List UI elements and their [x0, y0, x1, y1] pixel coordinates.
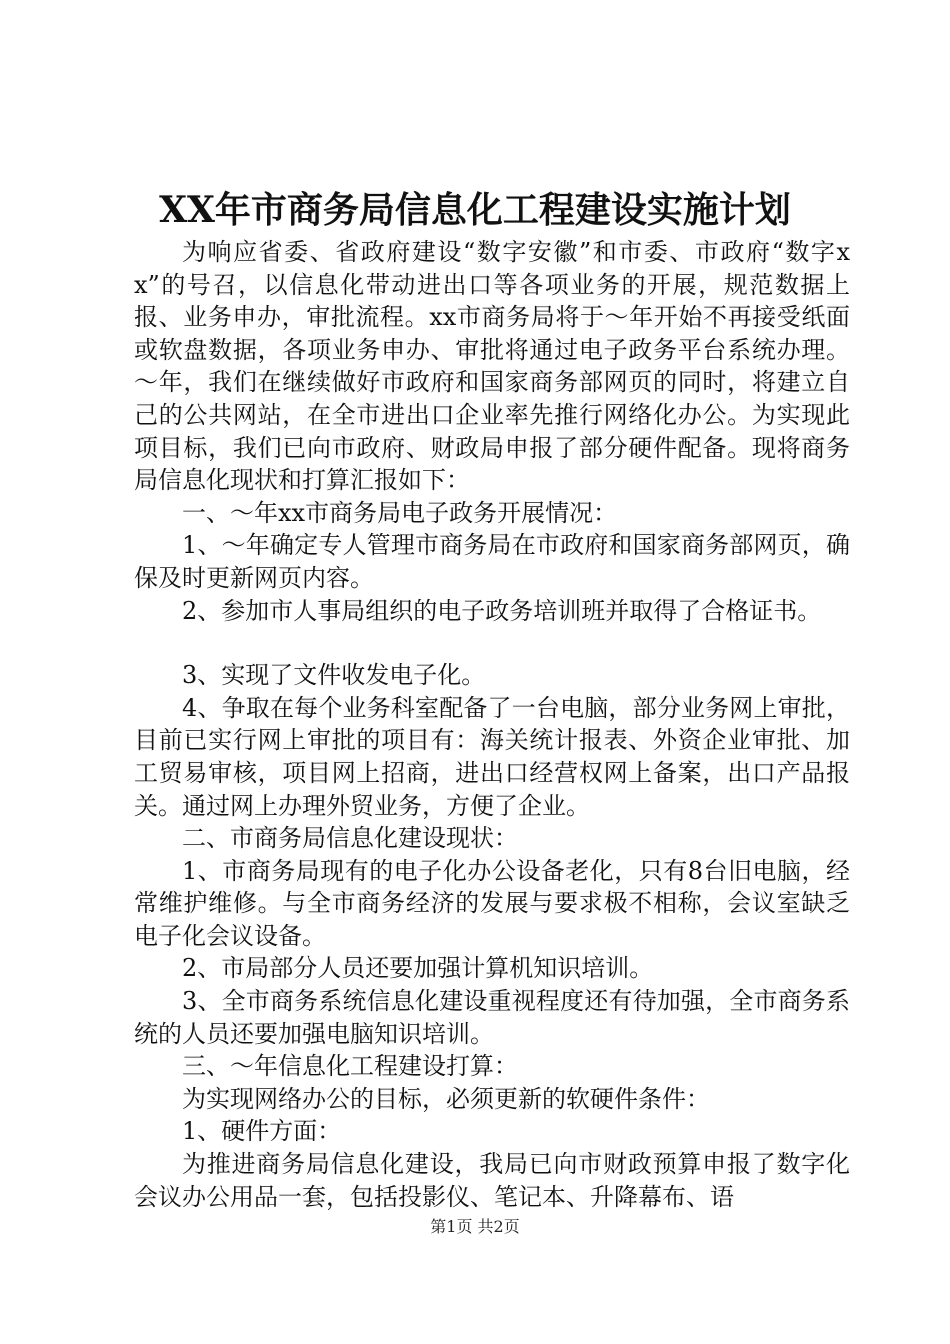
paragraph-section-3-intro: 为实现网络办公的目标，必须更新的软硬件条件： — [182, 1084, 710, 1113]
paragraph-hardware-heading: 1、硬件方面： — [182, 1117, 342, 1146]
document-body — [134, 236, 850, 1213]
paragraph-section-1-item-1: 1、～年确定专人管理市商务局在市政府和国家商务部网页，确保及时更新网页内容。 — [134, 531, 850, 592]
paragraph-section-3-heading: 三、～年信息化工程建设打算： — [182, 1052, 518, 1081]
paragraph-section-1-item-2: 2、参加市人事局组织的电子政务培训班并取得了合格证书。 — [182, 596, 822, 625]
page-number: 第1页 共2页 — [430, 1217, 520, 1236]
paragraph-section-1-item-3: 3、实现了文件收发电子化。 — [182, 661, 486, 690]
paragraph-section-1-item-4: 4、争取在每个业务科室配备了一台电脑，部分业务网上审批，目前已实行网上审批的项目有：海关统计报表、外资企业审批、加工贸易审核，项目网上招商，进出口经营权网上备案，出口产品报关。通过网上办理外贸业务，方便了企业。 — [134, 693, 850, 820]
paragraph-section-2-item-1: 1、市商务局现有的电子化办公设备老化，只有8台旧电脑，经常维护维修。与全市商务经济的发展与要求极不相称，会议室缺乏电子化会议设备。 — [134, 856, 850, 950]
document-title: XX年市商务局信息化工程建设实施计划 — [159, 189, 791, 231]
paragraph-section-2-item-2: 2、市局部分人员还要加强计算机知识培训。 — [182, 954, 654, 983]
paragraph-section-2-heading: 二、市商务局信息化建设现状： — [182, 824, 518, 853]
paragraph-section-2-item-3: 3、全市商务系统信息化建设重视程度还有待加强，全市商务系统的人员还要加强电脑知识培训。 — [134, 987, 850, 1048]
paragraph-hardware-body: 为推进商务局信息化建设，我局已向市财政预算申报了数字化会议办公用品一套，包括投影仪、笔记本、升降幕布、语 — [134, 1150, 850, 1211]
paragraph-intro: 为响应省委、省政府建设“数字安徽”和市委、市政府“数字xx”的号召，以信息化带动进出口等各项业务的开展，规范数据上报、业务申办，审批流程。xx市商务局将于～年开始不再接受纸面或软盘数据，各项业务申办、审批将通过电子政务平台系统办理。～年，我们在继续做好市政府和国家商务部网页的同时，将建立自己的公共网站，在全市进出口企业率先推行网络化办公。为实现此项目标，我们已向市政府、财政局申报了部分硬件配备。现将商务局信息化现状和打算汇报如下： — [134, 238, 850, 495]
paragraph-section-1-heading: 一、～年xx市商务局电子政务开展情况： — [182, 498, 618, 527]
